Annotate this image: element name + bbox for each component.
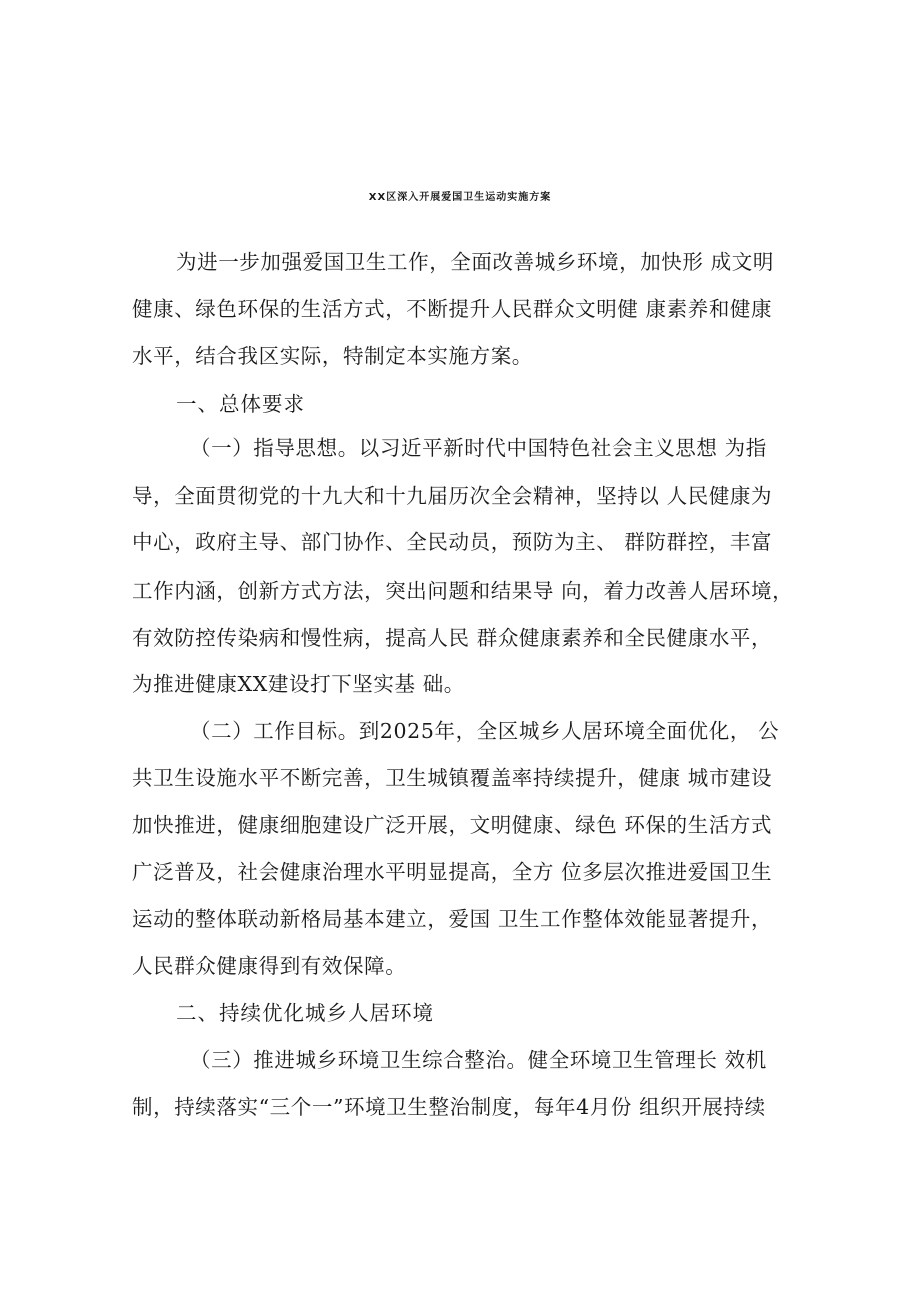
item1-line-1: （一）指导思想。以习近平新时代中国特色社会主义思想 为指 (190, 436, 767, 460)
item2-line-1: （二）工作目标。到2025年，全区城乡人居环境全面优化， 公 (190, 719, 780, 743)
item3-line-2: 制，持续落实“三个一”环境卫生整治制度，每年4月份 组织开展持续 (132, 1095, 766, 1119)
item2-line-3: 加快推进，健康细胞建设广泛开展，文明健康、绿色 环保的生活方式 (132, 813, 773, 837)
section-heading-2: 二、持续优化城乡人居环境 (176, 1001, 434, 1025)
item1-line-5: 有效防控传染病和慢性病，提高人民 群众健康素养和全民健康水平， (132, 626, 773, 650)
item2-line-2: 共卫生设施水平不断完善，卫生城镇覆盖率持续提升，健康 城市建设 (132, 766, 773, 790)
intro-line-1: 为进一步加强爱国卫生工作，全面改善城乡环境，加快形 成文明 (176, 250, 774, 274)
item1-line-4: 工作内涵，创新方式方法，突出问题和结果导 向，着力改善人居环境， (132, 579, 794, 603)
item3-line-1: （三）推进城乡环境卫生综合整治。健全环境卫生管理长 效机 (190, 1048, 767, 1072)
section-heading-1: 一、总体要求 (176, 392, 305, 416)
item1-line-6: 为推进健康XX建设打下坚实基 础。 (132, 672, 465, 696)
item2-line-5: 运动的整体联动新格局基本建立，爱国 卫生工作整体效能显著提升， (132, 907, 773, 931)
item2-line-4: 广泛普及，社会健康治理水平明显提高，全方 位多层次推进爱国卫生 (132, 860, 773, 884)
intro-line-2: 健康、绿色环保的生活方式，不断提升人民群众文明健 康素养和健康 (132, 297, 773, 321)
item1-line-3: 中心，政府主导、部门协作、全民动员，预防为主、 群防群控，丰富 (132, 530, 773, 554)
intro-line-3: 水平，结合我区实际，特制定本实施方案。 (132, 344, 533, 368)
item2-line-6: 人民群众健康得到有效保障。 (132, 954, 407, 978)
document-title: XX区深入开展爱国卫生运动实施方案 (368, 192, 552, 203)
item1-line-2: 导，全面贯彻党的十九大和十九届历次全会精神，坚持以 人民健康为 (132, 484, 773, 508)
